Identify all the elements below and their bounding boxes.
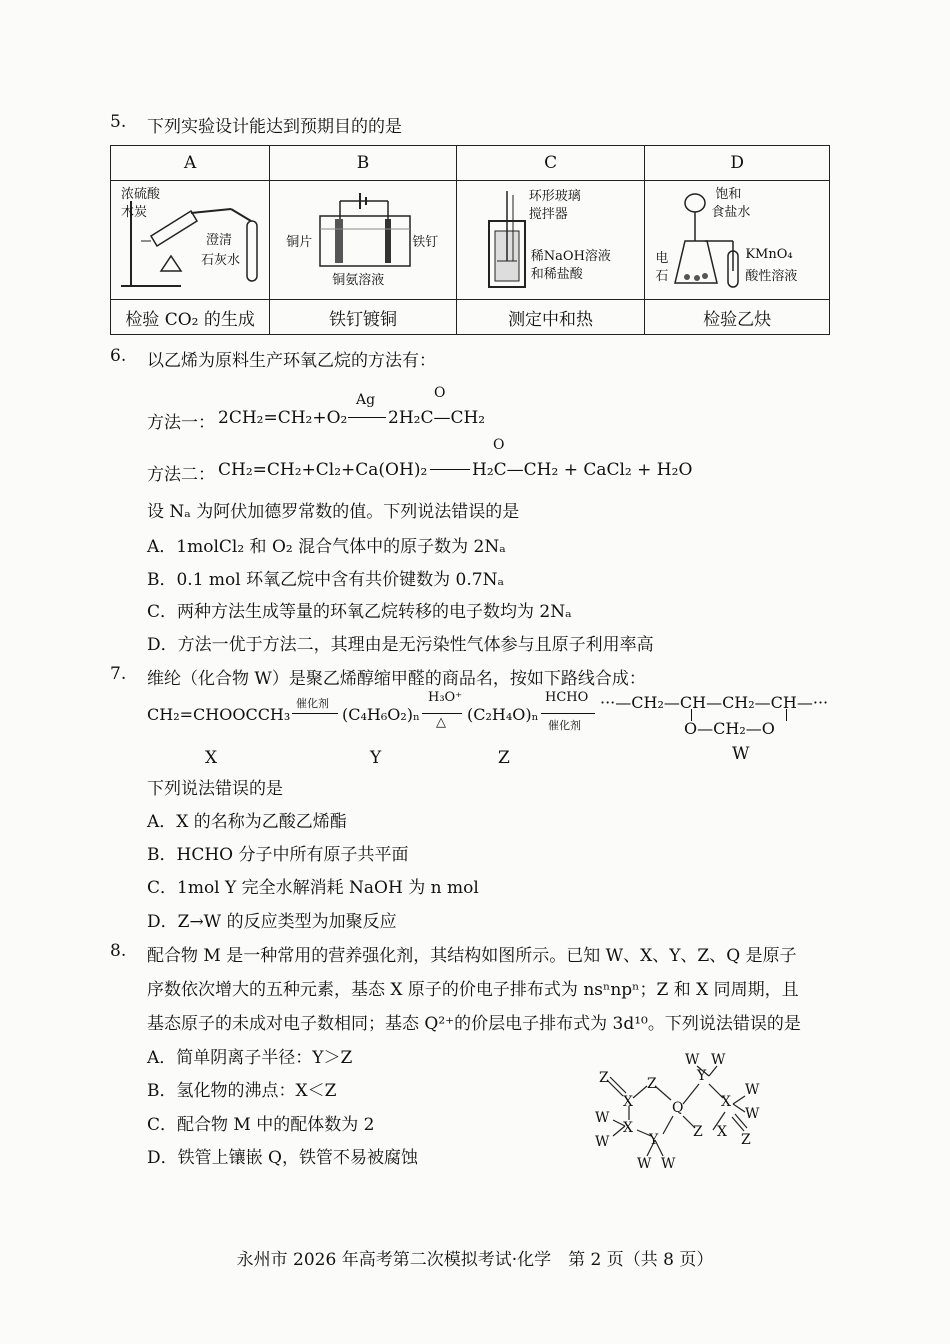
q7-number: 7. [110,664,127,684]
q6-note: 设 Nₐ 为阿伏加德罗常数的值。下列说法错误的是 [147,502,520,522]
label-charcoal: 木炭 [121,205,148,220]
q8-option-d: D．铁管上镶嵌 Q，铁管不易被腐蚀 [147,1148,418,1168]
method1-arrow [348,417,386,418]
method1-epoxide-o: O [434,385,446,401]
q7-question: 下列说法错误的是 [147,779,283,799]
atom-w-4: W [745,1106,760,1122]
q5-apparatus-b [270,181,457,300]
q7-option-d: D．Z→W 的反应类型为加聚反应 [147,912,397,932]
label-dilute-naoh: 稀NaOH溶液 [530,249,611,264]
method2-epoxide-o: O [493,437,505,453]
q7-z-formula: (C₂H₄O)ₙ [467,705,539,724]
label-kmno4: KMnO₄ [745,247,793,262]
q6-option-c: C．两种方法生成等量的环氧乙烷转移的电子数均为 2Nₐ [147,602,572,622]
label-dilute-hcl: 和稀盐酸 [530,267,583,282]
q7-option-c: C．1mol Y 完全水解消耗 NaOH 为 n mol [147,878,479,898]
atom-z-1: Z [599,1070,609,1086]
atom-y-1: Y [649,1132,659,1148]
method2-reactants: CH₂=CH₂+Cl₂+Ca(OH)₂ [218,460,428,480]
atom-w-6: W [595,1134,610,1150]
q6-number: 6. [110,346,127,366]
q7-arrow3 [541,713,595,714]
atom-w-2: W [711,1052,726,1068]
label-acidic-solution: 酸性溶液 [745,269,798,284]
label-calcium-carbide-1: 电 [655,251,669,266]
atom-y-2: Y [697,1068,707,1084]
q7-x-formula: CH₂=CHOOCCH₃ [147,705,291,724]
q6-option-a: A．1molCl₂ 和 O₂ 混合气体中的原子数为 2Nₐ [147,537,506,557]
q5-caption-d: 检验乙炔 [645,300,830,335]
q5-header-a: A [111,146,270,181]
q5-apparatus-a [111,181,270,300]
q6-stem: 以乙烯为原料生产环氧乙烷的方法有： [147,351,436,371]
q7-label-z: Z [498,748,510,768]
q7-w-ring: O—CH₂—O [684,719,775,738]
method2-label: 方法二： [147,465,215,485]
q7-w-chain: ···—CH₂—CH—CH₂—CH—··· [600,693,829,712]
q8-number: 8. [110,941,127,961]
q7-stem: 维纶（化合物 W）是聚乙烯醇缩甲醛的商品名，按如下路线合成： [147,669,646,689]
q5-header-c: C [456,146,645,181]
atom-z-3: Z [693,1124,703,1140]
q7-option-b: B．HCHO 分子中所有原子共平面 [147,845,409,865]
label-saturated: 饱和 [715,187,742,202]
q7-cond2-bottom: △ [436,715,446,730]
atom-x-4: X [717,1124,727,1140]
label-copper-sheet: 铜片 [286,235,313,250]
q7-arrow1 [292,713,338,714]
q7-w-bond-right [786,709,787,721]
method1-label: 方法一： [147,413,215,433]
q6-option-d: D．方法一优于方法二，其理由是无污染性气体参与且原子利用率高 [147,635,654,655]
q6-option-b: B．0.1 mol 环氧乙烷中含有共价键数为 0.7Nₐ [147,570,504,590]
label-brine: 食盐水 [711,205,751,220]
label-clear: 澄清 [206,233,233,248]
complex-m-structure [585,1048,775,1178]
atom-q: Q [672,1100,684,1116]
method1-catalyst: Ag [356,392,376,408]
q7-label-x: X [205,748,218,768]
label-conc-sulfuric-acid: 浓硫酸 [121,187,161,202]
q8-option-b: B．氢化物的沸点：X＜Z [147,1081,337,1101]
label-limewater: 石灰水 [201,253,241,268]
q5-caption-c: 测定中和热 [456,300,645,335]
q5-number: 5. [110,112,127,132]
q8-line-2: 序数依次增大的五种元素，基态 X 原子的价电子排布式为 nsⁿnpⁿ；Z 和 X 同周期，且 [147,980,799,1000]
q7-cond1: 催化剂 [296,697,329,710]
q5-header-b: B [270,146,457,181]
q5-apparatus-c [456,181,645,300]
atom-z-2: Z [647,1076,657,1092]
label-copper-ammonia-solution: 铜氨溶液 [332,273,385,288]
label-iron-nail: 铁钉 [412,235,439,250]
atom-w-7: W [637,1156,652,1172]
q8-line-1: 配合物 M 是一种常用的营养强化剂，其结构如图所示。已知 W、X、Y、Z、Q 是原子 [147,946,797,966]
q5-caption-a: 检验 CO₂ 的生成 [111,300,270,335]
q5-caption-b: 铁钉镀铜 [270,300,457,335]
q8-option-c: C．配合物 M 中的配体数为 2 [147,1115,375,1135]
atom-z-4: Z [741,1132,751,1148]
label-stirrer: 搅拌器 [528,207,568,222]
method2-products: H₂C—CH₂ + CaCl₂ + H₂O [472,460,693,480]
method1-product: 2H₂C—CH₂ [388,408,486,428]
atom-x-3: X [721,1094,731,1110]
q5-table [110,145,830,335]
atom-w-8: W [661,1156,676,1172]
method1-reactants: 2CH₂=CH₂+O₂ [218,408,348,428]
q7-label-w: W [732,744,750,764]
q5-apparatus-d [645,181,830,300]
method2-arrow [430,469,470,470]
q8-option-a: A．简单阴离子半径：Y＞Z [147,1048,353,1068]
q7-cond3-bottom: 催化剂 [548,719,581,732]
q7-cond3-top: HCHO [545,690,589,705]
q5-stem: 下列实验设计能达到预期目的的是 [147,117,402,137]
atom-w-5: W [595,1110,610,1126]
q8-line-3: 基态原子的未成对电子数相同；基态 Q²⁺的价层电子排布式为 3d¹⁰。下列说法错误的是 [147,1014,801,1034]
label-ring-glass: 环形玻璃 [528,189,581,204]
q7-arrow2 [422,713,462,714]
page-footer: 永州市 2026 年高考第二次模拟考试·化学 第 2 页（共 8 页） [236,1250,714,1270]
q7-y-formula: (C₄H₆O₂)ₙ [342,705,420,724]
atom-x-1: X [623,1094,633,1110]
q7-option-a: A．X 的名称为乙酸乙烯酯 [147,812,347,832]
atom-w-3: W [745,1082,760,1098]
atom-x-2: X [623,1120,633,1136]
q5-header-d: D [645,146,830,181]
label-calcium-carbide-2: 石 [655,269,669,284]
atom-w-1: W [685,1052,700,1068]
q7-label-y: Y [370,748,382,768]
q7-cond2-top: H₃O⁺ [428,690,463,705]
